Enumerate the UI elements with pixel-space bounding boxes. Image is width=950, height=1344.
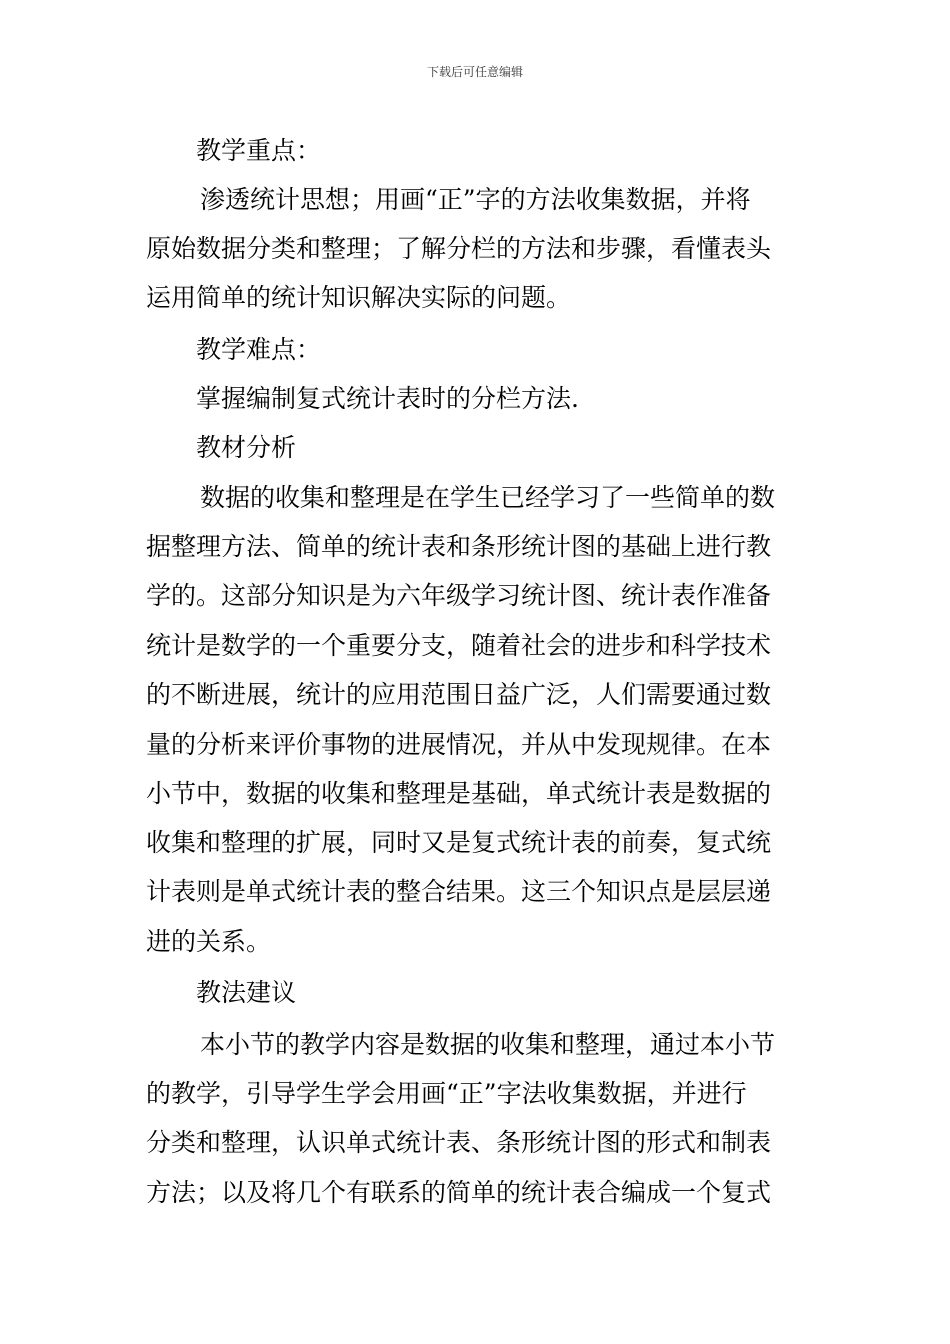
paragraph-line: 计表则是单式统计表的整合结果。这三个知识点是层层递 <box>146 877 772 906</box>
page-header: 下载后可任意编辑 <box>426 65 523 79</box>
paragraph-line: 小节中，数据的收集和整理是基础，单式统计表是数据的 <box>146 779 772 808</box>
paragraph-line: 据整理方法、简单的统计表和条形统计图的基础上进行教 <box>146 532 772 561</box>
heading-difficulties: 教学难点： <box>196 335 322 364</box>
paragraph-line: 原始数据分类和整理；了解分栏的方法和步骤，看懂表头 <box>146 234 772 263</box>
paragraph-line: 的教学，引导学生学会用画“正”字法收集数据，并进行 <box>146 1079 747 1108</box>
paragraph-line: 的不断进展，统计的应用范围日益广泛，人们需要通过数 <box>146 680 772 709</box>
heading-material-analysis: 教材分析 <box>196 433 297 462</box>
heading-key-points: 教学重点： <box>196 136 322 165</box>
heading-teaching-suggestions: 教法建议 <box>196 978 297 1007</box>
paragraph-line: 量的分析来评价事物的进展情况，并从中发现规律。在本 <box>146 730 772 759</box>
paragraph-line: 运用简单的统计知识解决实际的问题。 <box>146 283 572 312</box>
paragraph-line: 收集和整理的扩展，同时又是复式统计表的前奏，复式统 <box>146 828 772 857</box>
paragraph-line: 本小节的教学内容是数据的收集和整理，通过本小节 <box>200 1030 776 1059</box>
paragraph-line: 分类和整理，认识单式统计表、条形统计图的形式和制表 <box>146 1128 772 1157</box>
paragraph-line: 统计是数学的一个重要分支，随着社会的进步和科学技术 <box>146 631 772 660</box>
paragraph-line: 方法；以及将几个有联系的简单的统计表合编成一个复式 <box>146 1178 772 1207</box>
paragraph-line: 掌握编制复式统计表时的分栏方法. <box>196 384 579 413</box>
paragraph-line: 进的关系。 <box>146 927 272 956</box>
paragraph-line: 数据的收集和整理是在学生已经学习了一些简单的数 <box>200 483 776 512</box>
paragraph-line: 学的。这部分知识是为六年级学习统计图、统计表作准备 <box>146 581 772 610</box>
paragraph-line: 渗透统计思想；用画“正”字的方法收集数据，并将 <box>200 185 751 214</box>
